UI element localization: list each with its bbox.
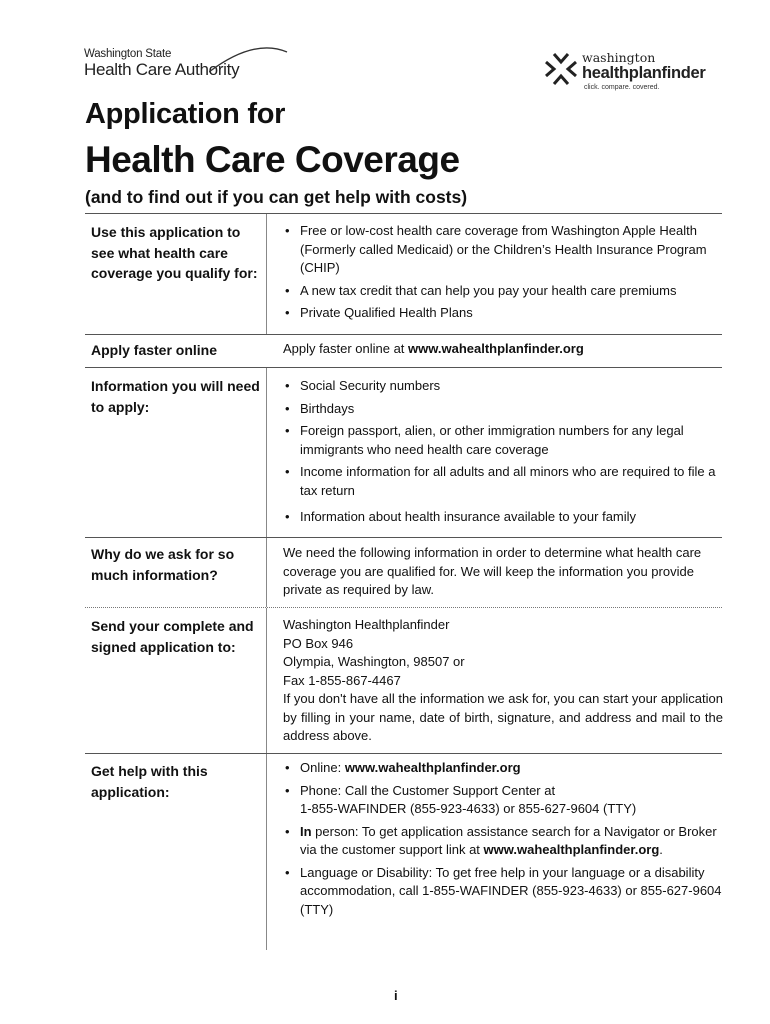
list-item: • Income information for all adults and all minors who are required to file a tax return <box>283 463 723 500</box>
column-divider <box>266 538 267 607</box>
website-link[interactable]: www.wahealthplanfinder.org <box>408 341 584 356</box>
page-subtitle: (and to find out if you can get help with costs) <box>85 187 468 207</box>
row-divider <box>85 537 722 538</box>
row-content-send <box>283 616 723 746</box>
row-divider <box>85 334 722 335</box>
hca-logo-line2: Health Care Authority <box>84 60 240 79</box>
column-divider <box>266 368 267 537</box>
list-item: • Language or Disability: To get free help in your language or a disability accommodation, call 1-855-WAFINDER (855-923-4633) or 855-627-9604 (TTY) <box>283 864 723 920</box>
address-line: Olympia, Washington, 98507 or <box>283 654 465 669</box>
list-item: • Social Security numbers <box>283 377 723 396</box>
address-line: Washington Healthplanfinder <box>283 617 450 632</box>
row-label-qualify: Use this application to see what health care coverage you qualify for: <box>91 224 258 281</box>
send-note: If you don't have all the information we ask for, you can start your application by filling in your name, date of birth, signature, and address and mail to the address above. <box>283 691 723 743</box>
logo-tagline: click. compare. covered. <box>584 84 660 91</box>
website-link[interactable]: www.wahealthplanfinder.org <box>344 760 521 775</box>
online-text: Apply faster online at <box>283 341 409 356</box>
column-divider <box>266 608 267 753</box>
logo-washington: washington <box>582 50 656 65</box>
row-label-send: Send your complete and signed application to: <box>91 618 254 655</box>
row-content-info-needed <box>283 377 723 531</box>
hca-logo <box>84 48 284 84</box>
list-item <box>283 823 723 860</box>
list-item: • Private Qualified Health Plans <box>283 304 723 323</box>
phone-line2: 1-855-WAFINDER (855-923-4633) or 855-627-9604 (TTY) <box>300 801 637 816</box>
row-content-online <box>283 340 723 359</box>
online-label: Online: <box>300 760 345 775</box>
in-person-text: person: To get application assistance search for a Navigator or Broker via the customer support link at <box>300 823 717 857</box>
page-number: i <box>394 988 398 1003</box>
row-label-online: Apply faster online <box>91 342 218 358</box>
row-label-why: Why do we ask for so much information? <box>91 546 235 583</box>
column-divider <box>266 214 267 334</box>
row-divider <box>85 367 722 368</box>
address-line: PO Box 946 <box>283 635 354 651</box>
phone-line1: • Phone: Call the Customer Support Center at <box>300 782 556 798</box>
starburst-icon <box>544 52 578 86</box>
row-label-help: Get help with this application: <box>91 763 208 800</box>
row-content-why: We need the following information in order to determine what health care coverage you are qualified for. We will keep the information you provide private as required by law. <box>283 545 702 597</box>
swoosh-icon <box>209 46 289 76</box>
healthplanfinder-logo <box>544 50 724 96</box>
row-label-info-needed: Information you will need to apply: <box>91 378 260 415</box>
table-top-rule <box>85 213 722 214</box>
title-line1: Application for <box>85 98 286 130</box>
list-item <box>283 759 723 778</box>
list-item: • Birthdays <box>283 400 723 419</box>
column-divider <box>266 754 267 950</box>
website-link[interactable]: www.wahealthplanfinder.org <box>483 842 660 857</box>
list-item: • A new tax credit that can help you pay your health care premiums <box>283 282 723 301</box>
hca-logo-line1: Washington State <box>84 48 172 60</box>
list-item <box>283 782 723 819</box>
list-item: • Foreign passport, alien, or other immigration numbers for any legal immigrants who need health care coverage <box>283 422 723 459</box>
in-person-end: . <box>659 842 663 857</box>
row-content-qualify <box>283 222 723 327</box>
in-person-bold: In <box>300 823 312 839</box>
fax-number: Fax 1-855-867-4467 <box>283 672 401 688</box>
logo-healthplanfinder: healthplanfinder <box>582 64 706 82</box>
row-divider <box>85 607 722 608</box>
list-item: • Free or low-cost health care coverage from Washington Apple Health (Formerly called Medicaid) or the Children’s Health Insurance Program (CHIP) <box>283 222 723 278</box>
row-divider <box>85 753 722 754</box>
page-title: Health Care Coverage <box>85 139 460 180</box>
row-content-help <box>283 759 723 923</box>
list-item: • Information about health insurance available to your family <box>283 508 723 527</box>
